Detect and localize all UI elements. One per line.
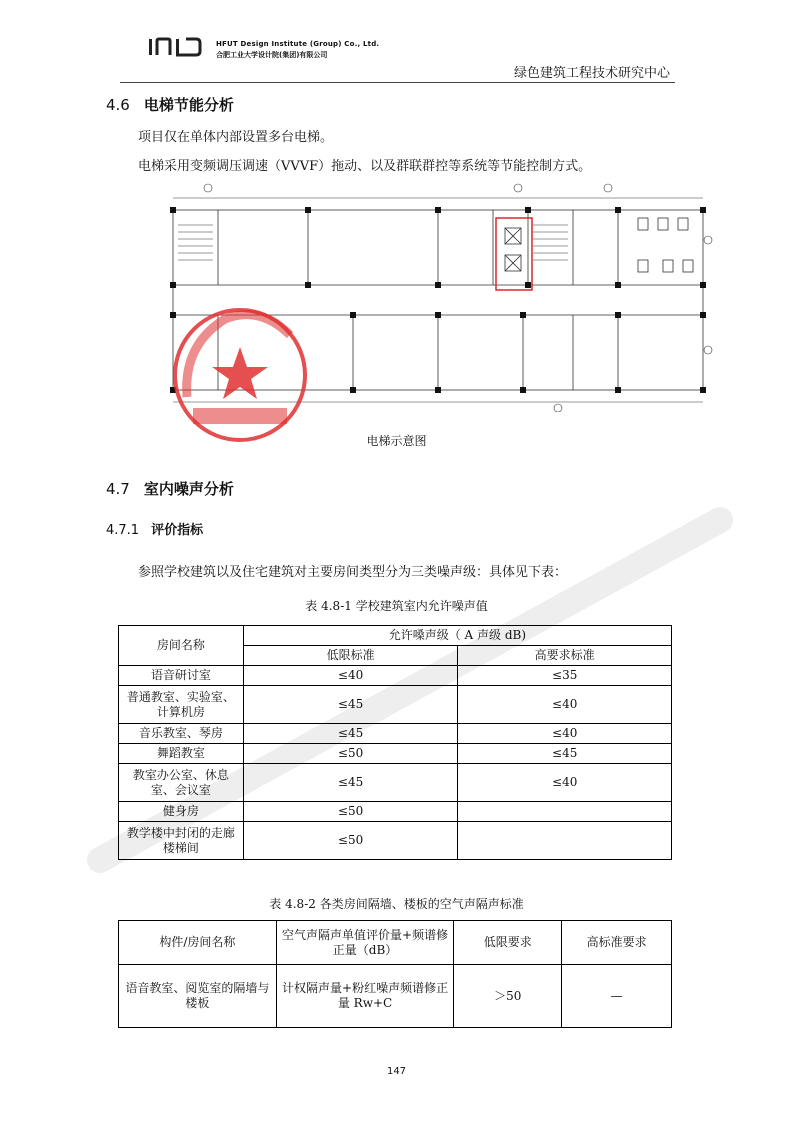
table-airborne-sound-insulation	[118, 920, 672, 1028]
section-heading-4-6: 4.6 电梯节能分析	[106, 96, 234, 114]
paragraph-elevator-control: 电梯采用变频调压调速（VVVF）拖动、以及群联群控等系统等节能控制方式。	[138, 159, 592, 174]
table-row: 舞蹈教室 ≤50 ≤45	[119, 744, 672, 764]
table1-header-room: 房间名称	[119, 626, 244, 666]
section-heading-4-7: 4.7 室内噪声分析	[106, 480, 234, 498]
table2-caption: 表 4.8-2 各类房间隔墙、楼板的空气声隔声标准	[269, 897, 524, 911]
page-number: 147	[386, 1066, 407, 1077]
header-rule	[120, 82, 675, 83]
table2-header-high: 高标准要求	[562, 921, 672, 965]
table-school-noise-limits	[118, 625, 672, 860]
table-row: 语音教室、阅览室的隔墙与楼板 计权隔声量+粉红噪声频谱修正量 Rw+C ＞50 —	[119, 965, 672, 1028]
table-row: 健身房 ≤50	[119, 802, 672, 822]
table1-header-low: 低限标准	[243, 646, 458, 666]
table2-header-low: 低限要求	[454, 921, 562, 965]
table2-header-component: 构件/房间名称	[119, 921, 277, 965]
table1-header-group: 允许嗓声级（ A 声级 dB)	[243, 626, 671, 646]
review-seal-stamp	[165, 305, 315, 445]
paragraph-elevator-count: 项目仅在单体内部设置多台电梯。	[138, 130, 334, 145]
table1-header-high: 高要求标准	[458, 646, 672, 666]
paragraph-noise-classes: 参照学校建筑以及住宅建筑对主要房间类型分为三类噪声级：具体见下表：	[138, 565, 568, 580]
logo-chinese-name: 合肥工业大学设计院(集团)有限公司	[216, 51, 328, 59]
table-row: 教室办公室、休息室、会议室 ≤45 ≤40	[119, 764, 672, 802]
subsection-heading-4-7-1: 4.7.1 评价指标	[106, 523, 204, 538]
table2-header-rating: 空气声隔声单值评价量+频谱修正量（dB）	[276, 921, 454, 965]
table-row: 音乐教室、琴房 ≤45 ≤40	[119, 724, 672, 744]
table-row: 教学楼中封闭的走廊楼梯间 ≤50	[119, 822, 672, 860]
logo-english-name: HFUT Design Institute (Group) Co., Ltd.	[216, 40, 380, 48]
table-row: 语音研讨室 ≤40 ≤35	[119, 666, 672, 686]
header-right-title: 绿色建筑工程技术研究中心	[513, 66, 670, 81]
hfut-logo-mark	[148, 36, 208, 58]
figure-caption: 电梯示意图	[366, 434, 427, 448]
table-row: 普通教室、实验室、计算机房 ≤45 ≤40	[119, 686, 672, 724]
table1-caption: 表 4.8-1 学校建筑室内允许噪声值	[305, 599, 488, 613]
